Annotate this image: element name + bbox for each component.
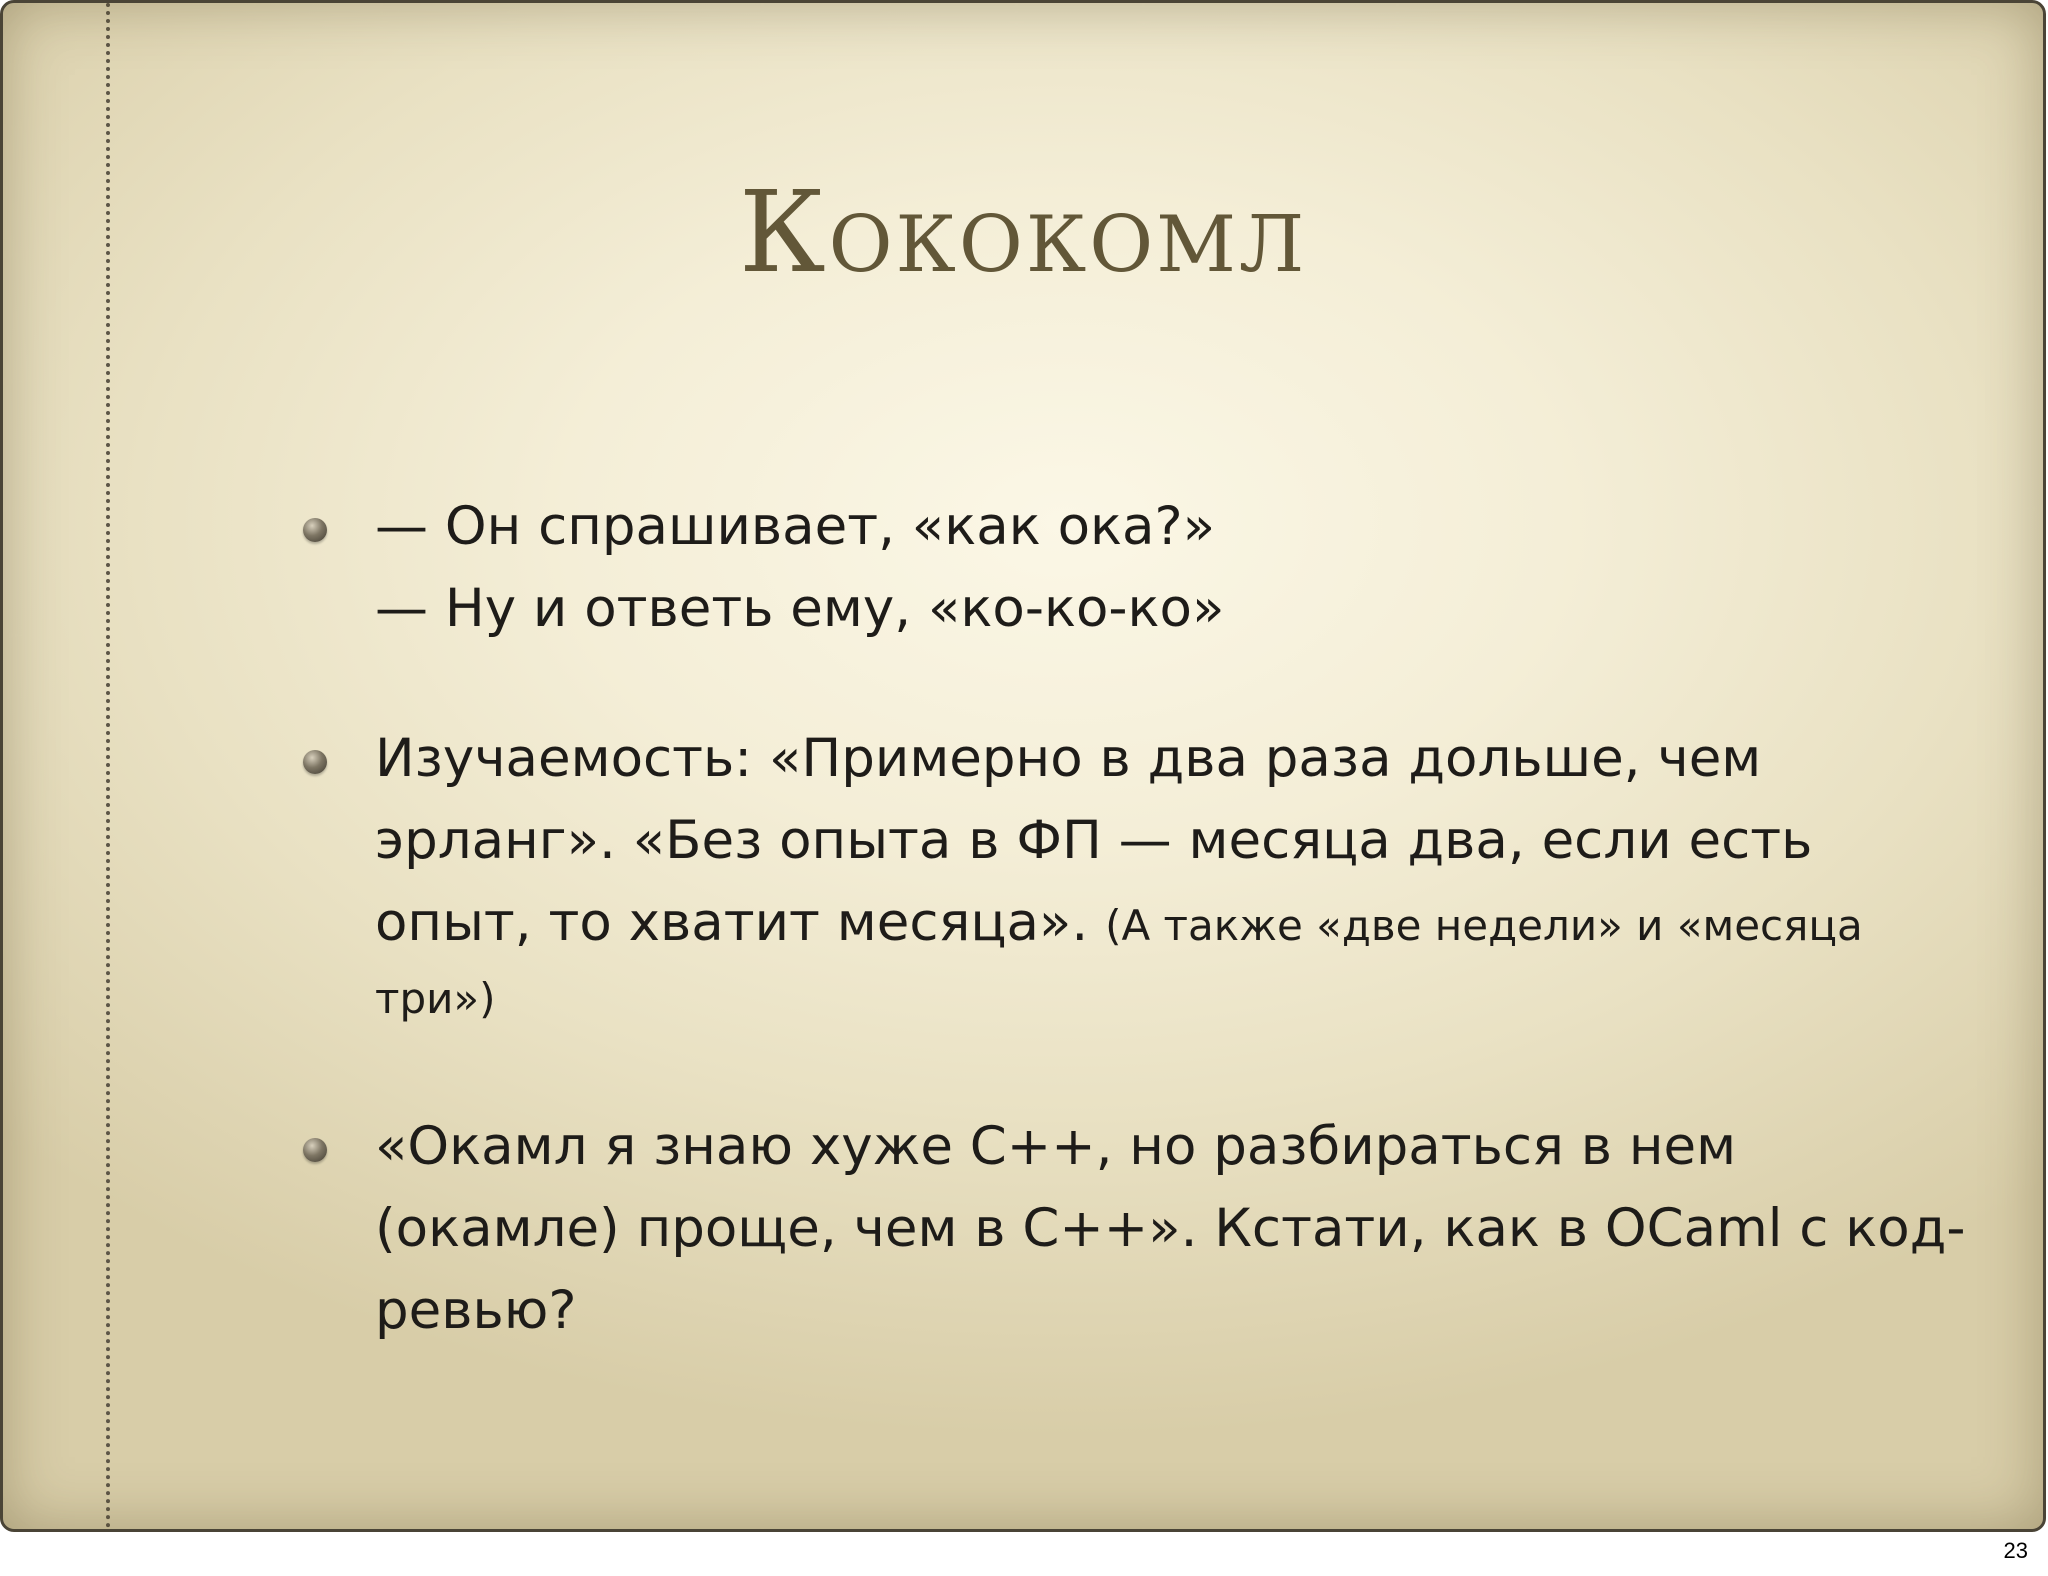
bullet-aside: (А также «две недели» и «месяца: [1105, 901, 1863, 950]
bullet-line: эрланг». «Без опыта в ФП — месяца два, если есть: [375, 810, 1813, 871]
bullet-line: — Ну и ответь ему, «ко-ко-ко»: [375, 578, 1225, 639]
bullet-item-dialogue: [303, 486, 1903, 650]
bullet-line: «Окамл я знаю хуже С++, но разбираться в нем: [375, 1116, 1737, 1177]
bullet-aside-end: три»): [375, 974, 496, 1023]
bullet-line: — Он спрашивает, «как ока?»: [375, 496, 1216, 557]
page-number: 23: [2003, 1538, 2028, 1563]
bullet-dot-icon: [303, 518, 327, 542]
bullet-line-text: опыт, то хватит месяца».: [375, 892, 1089, 953]
bullet-line: ревью?: [375, 1280, 577, 1341]
bullet-dot-icon: [303, 1138, 327, 1162]
bullet-line-with-aside: [375, 882, 1903, 964]
bullet-dot-icon: [303, 750, 327, 774]
bullet-item-comparison: [303, 1106, 1966, 1352]
bullet-list: [303, 486, 1966, 1352]
bullet-item-learnability: [303, 718, 1903, 1034]
bullet-line: Изучаемость: «Примерно в два раза дольше, чем: [375, 728, 1762, 789]
bullet-line: (окамле) проще, чем в С++». Кстати, как в OCaml с код-: [375, 1198, 1966, 1259]
slide-title: Кококомл: [738, 168, 1308, 298]
